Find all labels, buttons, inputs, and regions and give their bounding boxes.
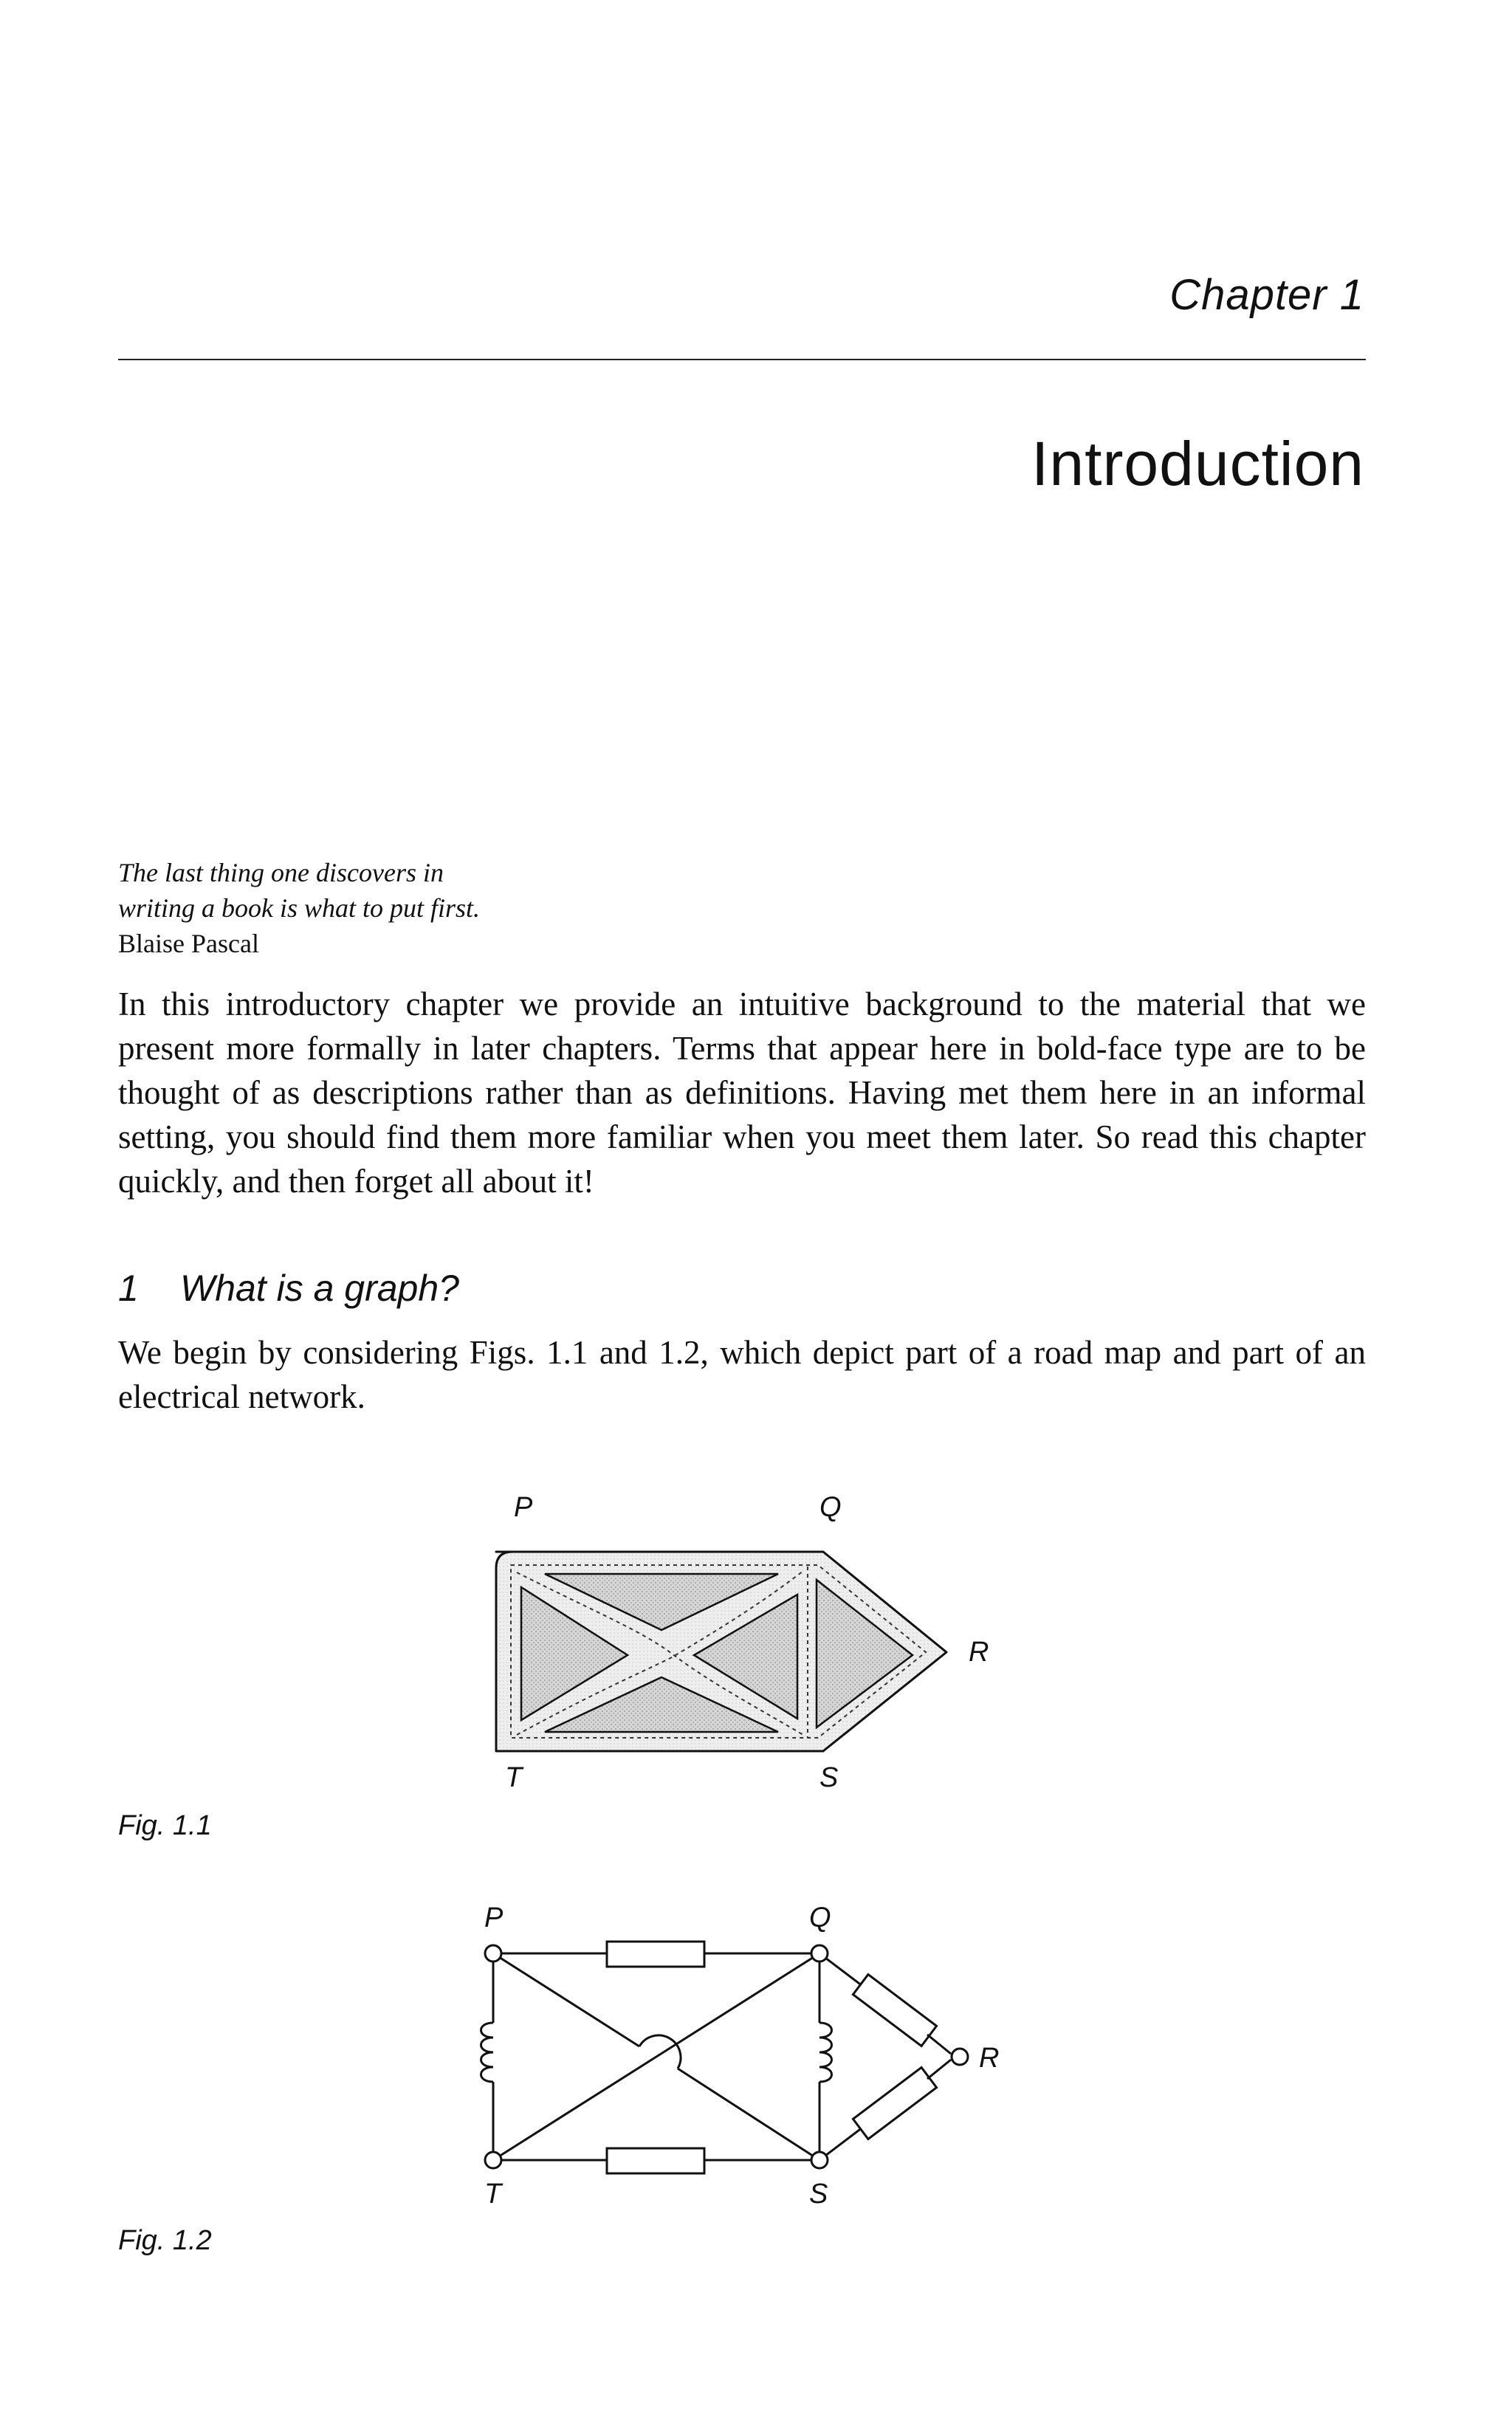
node-s [811,2152,828,2168]
node-r [952,2049,968,2065]
fig1-label-t: T [505,1762,523,1793]
node-q [811,1945,828,1962]
inductor-right [819,2023,832,2082]
fig2-label-t: T [484,2179,502,2210]
node-t [485,2152,501,2168]
intro-paragraph: In this introductory chapter we provide an intuitive background to the material that we present more formally in later chapters. Terms that appear here in bold-face type are to be thought of as descriptions rather than as definitions. Having met them here in an informal setting, you should find them more familiar when you meet them later. So read this chapter quickly, and then forget all about it! [118,986,1366,1200]
epigraph-line-1: The last thing one discovers in [118,858,444,887]
section-title: What is a graph? [180,1268,459,1309]
chapter-title: Introduction [1031,429,1364,498]
fig2-label-q: Q [809,1902,831,1933]
fig1-label-p: P [514,1492,533,1523]
fig2-label-s: S [809,2179,828,2210]
fig1-label-q: Q [819,1492,842,1523]
epigraph-line-2: writing a book is what to put first. [118,893,481,923]
electrical-network-figure [458,1897,1019,2229]
chapter-label: Chapter 1 [1169,271,1364,319]
figure-1-2-caption: Fig. 1.2 [118,2225,212,2256]
road-map-figure [472,1484,1004,1801]
resistor-sr [853,2068,936,2139]
resistor-qr [853,1975,936,2046]
section-paragraph: We begin by considering Figs. 1.1 and 1.2, which depict part of a road map and part of an electrical network. [118,1334,1366,1415]
figure-1-1-caption: Fig. 1.1 [118,1810,212,1841]
chapter-rule [118,359,1366,360]
section-heading [118,1267,459,1310]
epigraph-author: Blaise Pascal [118,929,259,958]
resistor-top [607,1942,704,1967]
node-p [485,1945,501,1962]
inductor-left [481,2023,494,2082]
fig2-label-p: P [484,1902,504,1933]
fig1-label-r: R [969,1637,989,1668]
resistor-bottom [607,2148,704,2173]
epigraph [118,855,480,961]
section-number: 1 [118,1268,139,1309]
fig2-label-r: R [979,2043,1000,2074]
fig1-label-s: S [819,1762,839,1793]
